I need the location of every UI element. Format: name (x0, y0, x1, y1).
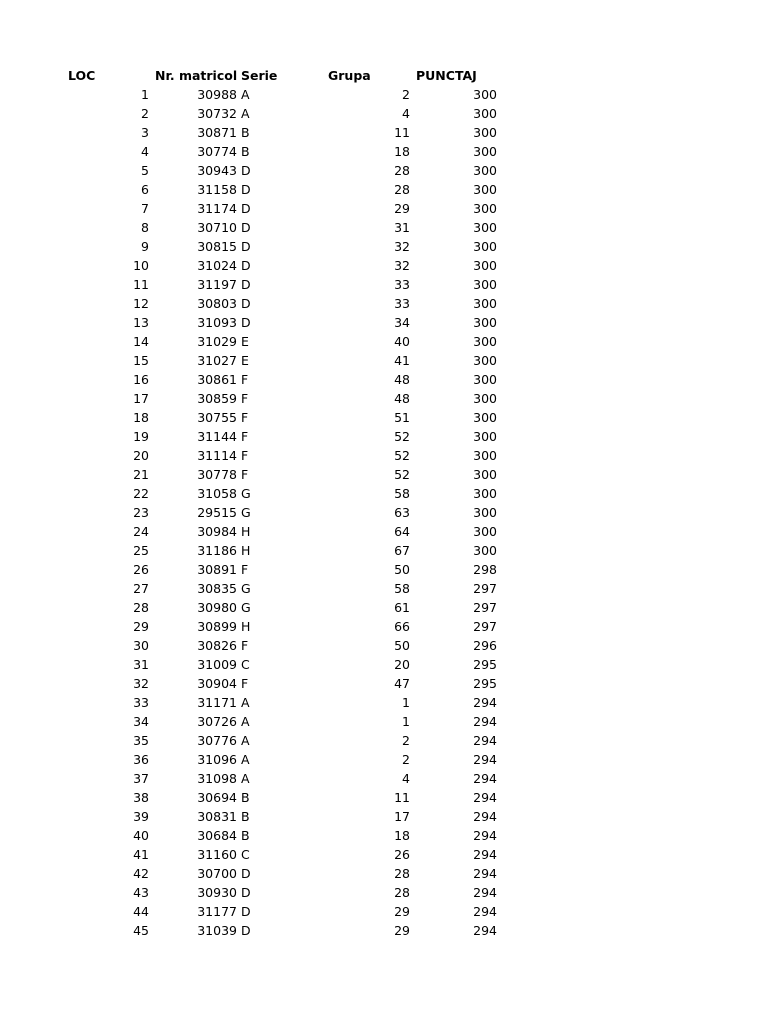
cell-grupa: 28 (394, 866, 410, 881)
cell-nr-matricol: 31114 (197, 448, 237, 463)
cell-nr-matricol: 30904 (197, 676, 237, 691)
cell-nr-matricol: 31158 (197, 182, 237, 197)
cell-grupa: 18 (394, 828, 410, 843)
cell-punctaj: 300 (473, 467, 497, 482)
cell-punctaj: 294 (473, 733, 497, 748)
cell-nr-matricol: 30859 (197, 391, 237, 406)
table-row (0, 731, 768, 750)
cell-serie: E (241, 334, 249, 349)
cell-nr-matricol: 30732 (197, 106, 237, 121)
cell-serie: D (241, 239, 251, 254)
cell-punctaj: 300 (473, 125, 497, 140)
cell-serie: F (241, 391, 249, 406)
cell-grupa: 2 (402, 87, 410, 102)
table-row (0, 180, 768, 199)
cell-grupa: 48 (394, 391, 410, 406)
cell-grupa: 4 (402, 106, 410, 121)
cell-punctaj: 294 (473, 866, 497, 881)
table-row (0, 85, 768, 104)
header-grupa: Grupa (328, 68, 371, 83)
cell-grupa: 64 (394, 524, 410, 539)
cell-nr-matricol: 30871 (197, 125, 237, 140)
cell-grupa: 67 (394, 543, 410, 558)
cell-serie: D (241, 258, 251, 273)
cell-nr-matricol: 30803 (197, 296, 237, 311)
cell-serie: A (241, 714, 250, 729)
table-row (0, 370, 768, 389)
cell-serie: H (241, 619, 251, 634)
table-row (0, 123, 768, 142)
cell-grupa: 66 (394, 619, 410, 634)
cell-nr-matricol: 31177 (197, 904, 237, 919)
cell-loc: 13 (133, 315, 149, 330)
cell-nr-matricol: 30755 (197, 410, 237, 425)
cell-punctaj: 294 (473, 771, 497, 786)
cell-loc: 41 (133, 847, 149, 862)
cell-serie: A (241, 106, 250, 121)
cell-loc: 45 (133, 923, 149, 938)
cell-punctaj: 294 (473, 790, 497, 805)
cell-punctaj: 294 (473, 809, 497, 824)
cell-loc: 19 (133, 429, 149, 444)
cell-nr-matricol: 31098 (197, 771, 237, 786)
cell-grupa: 61 (394, 600, 410, 615)
table-row (0, 522, 768, 541)
table-row (0, 579, 768, 598)
table-row (0, 712, 768, 731)
cell-nr-matricol: 30726 (197, 714, 237, 729)
cell-nr-matricol: 30776 (197, 733, 237, 748)
cell-serie: G (241, 505, 251, 520)
cell-grupa: 47 (394, 676, 410, 691)
cell-punctaj: 297 (473, 581, 497, 596)
cell-serie: A (241, 87, 250, 102)
cell-loc: 18 (133, 410, 149, 425)
table-row (0, 446, 768, 465)
table-row (0, 237, 768, 256)
cell-loc: 27 (133, 581, 149, 596)
cell-grupa: 50 (394, 638, 410, 653)
table-row (0, 826, 768, 845)
table-row (0, 617, 768, 636)
cell-punctaj: 300 (473, 524, 497, 539)
cell-grupa: 31 (394, 220, 410, 235)
table-row (0, 351, 768, 370)
cell-serie: B (241, 125, 250, 140)
cell-grupa: 4 (402, 771, 410, 786)
cell-grupa: 34 (394, 315, 410, 330)
cell-serie: F (241, 676, 249, 691)
cell-nr-matricol: 30774 (197, 144, 237, 159)
cell-serie: D (241, 163, 251, 178)
cell-loc: 32 (133, 676, 149, 691)
cell-nr-matricol: 31144 (197, 429, 237, 444)
header-punctaj: PUNCTAJ (416, 68, 477, 83)
cell-serie: A (241, 752, 250, 767)
cell-grupa: 33 (394, 296, 410, 311)
cell-loc: 10 (133, 258, 149, 273)
cell-grupa: 40 (394, 334, 410, 349)
cell-nr-matricol: 30930 (197, 885, 237, 900)
cell-grupa: 32 (394, 239, 410, 254)
cell-nr-matricol: 31174 (197, 201, 237, 216)
cell-nr-matricol: 30891 (197, 562, 237, 577)
cell-nr-matricol: 30778 (197, 467, 237, 482)
cell-punctaj: 300 (473, 277, 497, 292)
cell-loc: 21 (133, 467, 149, 482)
table-row (0, 921, 768, 940)
cell-serie: F (241, 372, 249, 387)
table-row (0, 902, 768, 921)
cell-serie: D (241, 904, 251, 919)
cell-grupa: 2 (402, 752, 410, 767)
cell-loc: 25 (133, 543, 149, 558)
cell-loc: 20 (133, 448, 149, 463)
cell-loc: 11 (133, 277, 149, 292)
cell-nr-matricol: 30984 (197, 524, 237, 539)
cell-serie: G (241, 486, 251, 501)
cell-nr-matricol: 30980 (197, 600, 237, 615)
cell-serie: F (241, 562, 249, 577)
table-row (0, 636, 768, 655)
table-row (0, 313, 768, 332)
cell-punctaj: 294 (473, 904, 497, 919)
cell-grupa: 50 (394, 562, 410, 577)
cell-nr-matricol: 30700 (197, 866, 237, 881)
cell-punctaj: 294 (473, 714, 497, 729)
table-row (0, 142, 768, 161)
cell-loc: 37 (133, 771, 149, 786)
cell-grupa: 26 (394, 847, 410, 862)
cell-loc: 22 (133, 486, 149, 501)
cell-serie: B (241, 790, 250, 805)
cell-nr-matricol: 31039 (197, 923, 237, 938)
cell-punctaj: 300 (473, 239, 497, 254)
cell-loc: 35 (133, 733, 149, 748)
table-row (0, 655, 768, 674)
cell-loc: 14 (133, 334, 149, 349)
cell-punctaj: 294 (473, 885, 497, 900)
cell-serie: F (241, 448, 249, 463)
cell-nr-matricol: 31186 (197, 543, 237, 558)
cell-punctaj: 300 (473, 296, 497, 311)
cell-punctaj: 300 (473, 106, 497, 121)
cell-serie: A (241, 733, 250, 748)
table-row (0, 883, 768, 902)
header-nr-matricol: Nr. matricol (155, 68, 238, 83)
cell-nr-matricol: 30710 (197, 220, 237, 235)
cell-grupa: 29 (394, 923, 410, 938)
cell-grupa: 29 (394, 201, 410, 216)
cell-nr-matricol: 31096 (197, 752, 237, 767)
cell-punctaj: 294 (473, 695, 497, 710)
cell-loc: 26 (133, 562, 149, 577)
cell-serie: D (241, 923, 251, 938)
cell-serie: D (241, 277, 251, 292)
cell-grupa: 29 (394, 904, 410, 919)
cell-punctaj: 300 (473, 258, 497, 273)
cell-grupa: 1 (402, 695, 410, 710)
cell-serie: G (241, 581, 251, 596)
cell-loc: 31 (133, 657, 149, 672)
cell-nr-matricol: 30835 (197, 581, 237, 596)
cell-nr-matricol: 30861 (197, 372, 237, 387)
cell-loc: 4 (141, 144, 149, 159)
cell-serie: F (241, 410, 249, 425)
cell-loc: 7 (141, 201, 149, 216)
cell-nr-matricol: 30899 (197, 619, 237, 634)
table-row (0, 218, 768, 237)
cell-nr-matricol: 30684 (197, 828, 237, 843)
table-row (0, 693, 768, 712)
cell-loc: 24 (133, 524, 149, 539)
table-row (0, 484, 768, 503)
cell-loc: 34 (133, 714, 149, 729)
cell-loc: 43 (133, 885, 149, 900)
cell-grupa: 1 (402, 714, 410, 729)
cell-nr-matricol: 31171 (197, 695, 237, 710)
table-row (0, 465, 768, 484)
cell-punctaj: 294 (473, 828, 497, 843)
cell-loc: 9 (141, 239, 149, 254)
cell-punctaj: 300 (473, 201, 497, 216)
cell-loc: 39 (133, 809, 149, 824)
table-row (0, 389, 768, 408)
cell-loc: 28 (133, 600, 149, 615)
table-row (0, 104, 768, 123)
cell-punctaj: 294 (473, 752, 497, 767)
cell-nr-matricol: 30831 (197, 809, 237, 824)
table-row (0, 845, 768, 864)
cell-nr-matricol: 31029 (197, 334, 237, 349)
table-row (0, 560, 768, 579)
cell-punctaj: 300 (473, 448, 497, 463)
cell-nr-matricol: 31027 (197, 353, 237, 368)
table-row (0, 674, 768, 693)
cell-punctaj: 300 (473, 315, 497, 330)
cell-punctaj: 300 (473, 220, 497, 235)
cell-loc: 29 (133, 619, 149, 634)
cell-loc: 38 (133, 790, 149, 805)
cell-nr-matricol: 30943 (197, 163, 237, 178)
cell-loc: 8 (141, 220, 149, 235)
table-row (0, 332, 768, 351)
cell-nr-matricol: 31160 (197, 847, 237, 862)
cell-punctaj: 294 (473, 847, 497, 862)
cell-punctaj: 300 (473, 353, 497, 368)
cell-punctaj: 297 (473, 619, 497, 634)
cell-nr-matricol: 30988 (197, 87, 237, 102)
cell-serie: B (241, 144, 250, 159)
table-row (0, 864, 768, 883)
cell-loc: 5 (141, 163, 149, 178)
cell-serie: A (241, 695, 250, 710)
cell-loc: 33 (133, 695, 149, 710)
cell-grupa: 28 (394, 163, 410, 178)
cell-grupa: 32 (394, 258, 410, 273)
cell-serie: D (241, 315, 251, 330)
cell-nr-matricol: 30815 (197, 239, 237, 254)
cell-punctaj: 300 (473, 505, 497, 520)
cell-loc: 17 (133, 391, 149, 406)
table-row (0, 161, 768, 180)
cell-grupa: 52 (394, 448, 410, 463)
header-serie: Serie (241, 68, 278, 83)
cell-punctaj: 300 (473, 144, 497, 159)
cell-punctaj: 300 (473, 182, 497, 197)
cell-nr-matricol: 31058 (197, 486, 237, 501)
cell-grupa: 17 (394, 809, 410, 824)
table-row (0, 598, 768, 617)
cell-loc: 36 (133, 752, 149, 767)
cell-grupa: 52 (394, 429, 410, 444)
table-row (0, 427, 768, 446)
cell-serie: D (241, 182, 251, 197)
cell-loc: 30 (133, 638, 149, 653)
cell-punctaj: 300 (473, 163, 497, 178)
cell-loc: 23 (133, 505, 149, 520)
cell-punctaj: 300 (473, 334, 497, 349)
cell-grupa: 51 (394, 410, 410, 425)
cell-serie: C (241, 847, 250, 862)
cell-loc: 42 (133, 866, 149, 881)
cell-grupa: 20 (394, 657, 410, 672)
cell-grupa: 58 (394, 486, 410, 501)
cell-serie: D (241, 885, 251, 900)
cell-serie: C (241, 657, 250, 672)
cell-nr-matricol: 30826 (197, 638, 237, 653)
cell-grupa: 58 (394, 581, 410, 596)
table-row (0, 503, 768, 522)
cell-loc: 12 (133, 296, 149, 311)
cell-punctaj: 296 (473, 638, 497, 653)
cell-serie: F (241, 429, 249, 444)
cell-punctaj: 300 (473, 87, 497, 102)
cell-punctaj: 300 (473, 429, 497, 444)
table-row (0, 807, 768, 826)
header-loc: LOC (68, 68, 96, 83)
cell-loc: 16 (133, 372, 149, 387)
cell-punctaj: 295 (473, 657, 497, 672)
cell-punctaj: 300 (473, 372, 497, 387)
cell-loc: 1 (141, 87, 149, 102)
cell-loc: 3 (141, 125, 149, 140)
table-body (0, 85, 768, 940)
table-row (0, 275, 768, 294)
cell-serie: E (241, 353, 249, 368)
table-row (0, 769, 768, 788)
cell-grupa: 52 (394, 467, 410, 482)
table-row (0, 408, 768, 427)
table-row (0, 294, 768, 313)
cell-punctaj: 295 (473, 676, 497, 691)
cell-grupa: 33 (394, 277, 410, 292)
cell-loc: 40 (133, 828, 149, 843)
cell-serie: G (241, 600, 251, 615)
cell-punctaj: 294 (473, 923, 497, 938)
table-row (0, 541, 768, 560)
cell-loc: 44 (133, 904, 149, 919)
cell-loc: 15 (133, 353, 149, 368)
table-row (0, 788, 768, 807)
cell-serie: D (241, 220, 251, 235)
cell-serie: D (241, 866, 251, 881)
cell-serie: D (241, 296, 251, 311)
cell-punctaj: 297 (473, 600, 497, 615)
cell-punctaj: 300 (473, 391, 497, 406)
cell-punctaj: 300 (473, 486, 497, 501)
cell-nr-matricol: 29515 (197, 505, 237, 520)
cell-grupa: 11 (394, 125, 410, 140)
cell-grupa: 48 (394, 372, 410, 387)
cell-serie: H (241, 524, 251, 539)
cell-grupa: 2 (402, 733, 410, 748)
cell-grupa: 11 (394, 790, 410, 805)
cell-nr-matricol: 31197 (197, 277, 237, 292)
cell-serie: B (241, 828, 250, 843)
cell-nr-matricol: 31093 (197, 315, 237, 330)
cell-grupa: 18 (394, 144, 410, 159)
cell-serie: F (241, 638, 249, 653)
cell-grupa: 28 (394, 182, 410, 197)
cell-punctaj: 300 (473, 543, 497, 558)
cell-loc: 6 (141, 182, 149, 197)
cell-nr-matricol: 31024 (197, 258, 237, 273)
results-table (0, 66, 768, 940)
cell-serie: H (241, 543, 251, 558)
table-header-row (0, 66, 768, 85)
table-row (0, 256, 768, 275)
cell-serie: A (241, 771, 250, 786)
cell-nr-matricol: 31009 (197, 657, 237, 672)
cell-grupa: 41 (394, 353, 410, 368)
cell-serie: F (241, 467, 249, 482)
cell-loc: 2 (141, 106, 149, 121)
table-row (0, 199, 768, 218)
cell-grupa: 28 (394, 885, 410, 900)
cell-punctaj: 298 (473, 562, 497, 577)
cell-nr-matricol: 30694 (197, 790, 237, 805)
cell-punctaj: 300 (473, 410, 497, 425)
table-row (0, 750, 768, 769)
cell-grupa: 63 (394, 505, 410, 520)
cell-serie: B (241, 809, 250, 824)
cell-serie: D (241, 201, 251, 216)
